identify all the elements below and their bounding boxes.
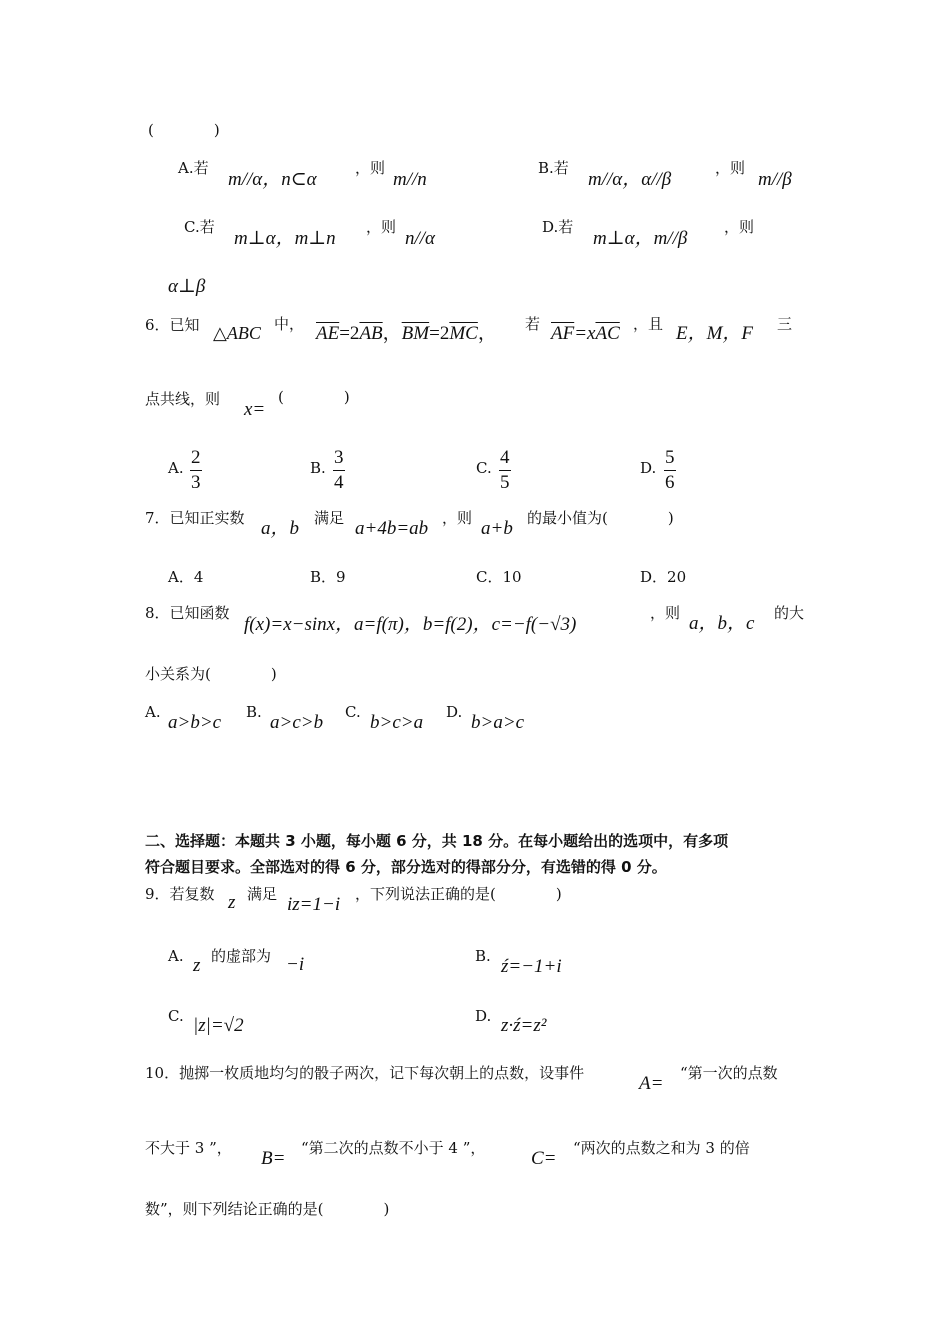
q5-option-d-label: D.若 bbox=[542, 218, 574, 236]
q6-x-equals: x= bbox=[244, 399, 266, 420]
q7-manzu: 满足 bbox=[314, 509, 345, 527]
q6-option-a-label: A. bbox=[168, 459, 184, 477]
q6-points: E，M，F bbox=[676, 323, 754, 344]
q6-stem-continued: 点共线，则 bbox=[145, 390, 221, 408]
vector-MC: $\overline{MC}$ bbox=[449, 323, 478, 344]
q5-option-c-result: n//α bbox=[405, 228, 436, 249]
q10-event-a: A= bbox=[639, 1073, 664, 1094]
q5-option-b-result: m//β bbox=[758, 169, 792, 190]
vector-AC: $\overline{AC}$ bbox=[595, 323, 620, 344]
q7-stem-start: 7．已知正实数 bbox=[145, 509, 245, 527]
q7-option-a: A．4 bbox=[168, 568, 204, 586]
q6-option-d-fraction: $\frac{5}{6}$ bbox=[665, 447, 675, 493]
q5-option-c-condition: m⊥α，m⊥n bbox=[234, 228, 336, 249]
q10-stem-start: 10．抛掷一枚质地均匀的骰子两次，记下每次朝上的点数，设事件 bbox=[145, 1064, 585, 1082]
q10-event-a-def: “第一次的点数 bbox=[680, 1064, 778, 1082]
q5-answer-paren: ( ) bbox=[148, 121, 220, 139]
q8-ze: ，则 bbox=[650, 604, 681, 622]
vector-AF: $\overline{AF}$ bbox=[551, 323, 575, 344]
q9-option-b-label: B. bbox=[475, 947, 491, 965]
q5-option-d-result: α⊥β bbox=[168, 276, 206, 297]
q5-option-c-label: C.若 bbox=[184, 218, 215, 236]
q7-option-c: C．10 bbox=[476, 568, 522, 586]
q6-ruo: 若 bbox=[525, 315, 541, 333]
q9-option-a-text: 的虚部为 bbox=[211, 947, 272, 965]
q8-option-b-expr: a>c>b bbox=[270, 712, 324, 733]
q5-option-b-label: B.若 bbox=[538, 159, 569, 177]
q5-option-a-condition: m//α，n⊂α bbox=[228, 169, 317, 190]
q9-option-d-label: D. bbox=[475, 1007, 492, 1025]
q9-option-d-expr: z·ź=z² bbox=[501, 1015, 547, 1036]
q6-option-b-label: B. bbox=[310, 459, 326, 477]
q6-san: 三 bbox=[777, 315, 793, 333]
q10-stem-continued: 不大于 3 ”， bbox=[145, 1139, 232, 1157]
q8-variables: a，b，c bbox=[689, 613, 755, 634]
q5-option-a-result: m//n bbox=[393, 169, 427, 190]
q6-stem-start: 6．已知 bbox=[145, 316, 200, 334]
q5-option-d-condition: m⊥α，m//β bbox=[593, 228, 688, 249]
q7-ze: ，则 bbox=[442, 509, 473, 527]
q8-stem-tail: 的大 bbox=[774, 604, 805, 622]
q9-option-c-label: C. bbox=[168, 1007, 184, 1025]
q8-option-a-label: A. bbox=[145, 703, 161, 721]
q10-event-b-def: “第二次的点数不小于 4 ”， bbox=[301, 1139, 486, 1157]
q6-qie: ，且 bbox=[633, 315, 664, 333]
q8-option-b-label: B. bbox=[246, 703, 262, 721]
q8-option-a-expr: a>b>c bbox=[168, 712, 222, 733]
q5-option-c-then: ，则 bbox=[366, 218, 397, 236]
q8-formula: f(x)=x−sinx，a=f(π)，b=f(2)，c=−f(−√3) bbox=[244, 614, 577, 635]
q10-event-b: B= bbox=[261, 1148, 286, 1169]
q7-stem-end: 的最小值为( ) bbox=[527, 509, 674, 527]
section-2-heading-line1: 二、选择题：本题共 3 小题，每小题 6 分，共 18 分。在每小题给出的选项中，有多项 bbox=[145, 832, 729, 850]
q8-stem-continued: 小关系为( ) bbox=[145, 665, 277, 683]
q6-option-b-fraction: $\frac{3}{4}$ bbox=[334, 447, 344, 493]
q5-option-b-condition: m//α，α//β bbox=[588, 169, 672, 190]
q6-option-d-label: D. bbox=[640, 459, 657, 477]
vector-AB: $\overline{AB}$ bbox=[359, 323, 383, 344]
q8-option-c-label: C. bbox=[345, 703, 361, 721]
q6-triangle: △ABC bbox=[213, 323, 261, 343]
q7-option-d: D．20 bbox=[640, 568, 687, 586]
q5-option-a-label: A.若 bbox=[178, 159, 209, 177]
q9-option-a-expr: −i bbox=[286, 954, 305, 975]
q9-option-c-expr: |z|=√2 bbox=[193, 1015, 244, 1036]
vector-BM: $\overline{BM}$ bbox=[401, 323, 430, 344]
q6-option-c-label: C. bbox=[476, 459, 492, 477]
q8-option-d-label: D. bbox=[446, 703, 463, 721]
vector-AE: $\overline{AE}$ bbox=[316, 323, 340, 344]
q6-vector-af: $\overline{AF}=x\overline{AC}$ bbox=[551, 323, 620, 344]
q6-answer-paren: ( ) bbox=[278, 388, 350, 406]
q7-variables: a，b bbox=[261, 518, 300, 539]
q10-event-c: C= bbox=[531, 1148, 557, 1169]
q7-option-b: B．9 bbox=[310, 568, 346, 586]
q9-z: z bbox=[228, 892, 236, 913]
q7-equation: a+4b=ab bbox=[355, 518, 429, 539]
q6-vector-equations: $\overline{AE}=2\overline{AB}$，$\overline{BM}=2\overline{MC}$， bbox=[316, 323, 497, 344]
q5-option-a-then: ，则 bbox=[355, 159, 386, 177]
q7-expression: a+b bbox=[481, 518, 513, 539]
q9-manzu: 满足 bbox=[247, 885, 278, 903]
q6-option-c-fraction: $\frac{4}{5}$ bbox=[500, 447, 510, 493]
section-2-heading-line2: 符合题目要求。全部选对的得 6 分，部分选对的得部分分，有选错的得 0 分。 bbox=[145, 858, 667, 876]
q9-stem-start: 9．若复数 bbox=[145, 885, 215, 903]
q8-option-d-expr: b>a>c bbox=[471, 712, 525, 733]
q6-zhong: 中， bbox=[274, 315, 305, 333]
q10-stem-end: 数”，则下列结论正确的是( ) bbox=[145, 1200, 390, 1218]
q8-stem-start: 8．已知函数 bbox=[145, 604, 230, 622]
q9-option-a-label: A. bbox=[168, 947, 184, 965]
q9-equation: iz=1−i bbox=[287, 894, 341, 915]
q5-option-d-then: ，则 bbox=[724, 218, 755, 236]
q9-option-b-expr: ź=−1+i bbox=[501, 956, 562, 977]
q6-option-a-fraction: $\frac{2}{3}$ bbox=[191, 447, 201, 493]
q10-event-c-def: “两次的点数之和为 3 的倍 bbox=[573, 1139, 750, 1157]
q8-option-c-expr: b>c>a bbox=[370, 712, 424, 733]
q9-option-a-z: z bbox=[193, 955, 201, 976]
q5-option-b-then: ，则 bbox=[715, 159, 746, 177]
q9-stem-end: ，下列说法正确的是( ) bbox=[355, 885, 562, 903]
